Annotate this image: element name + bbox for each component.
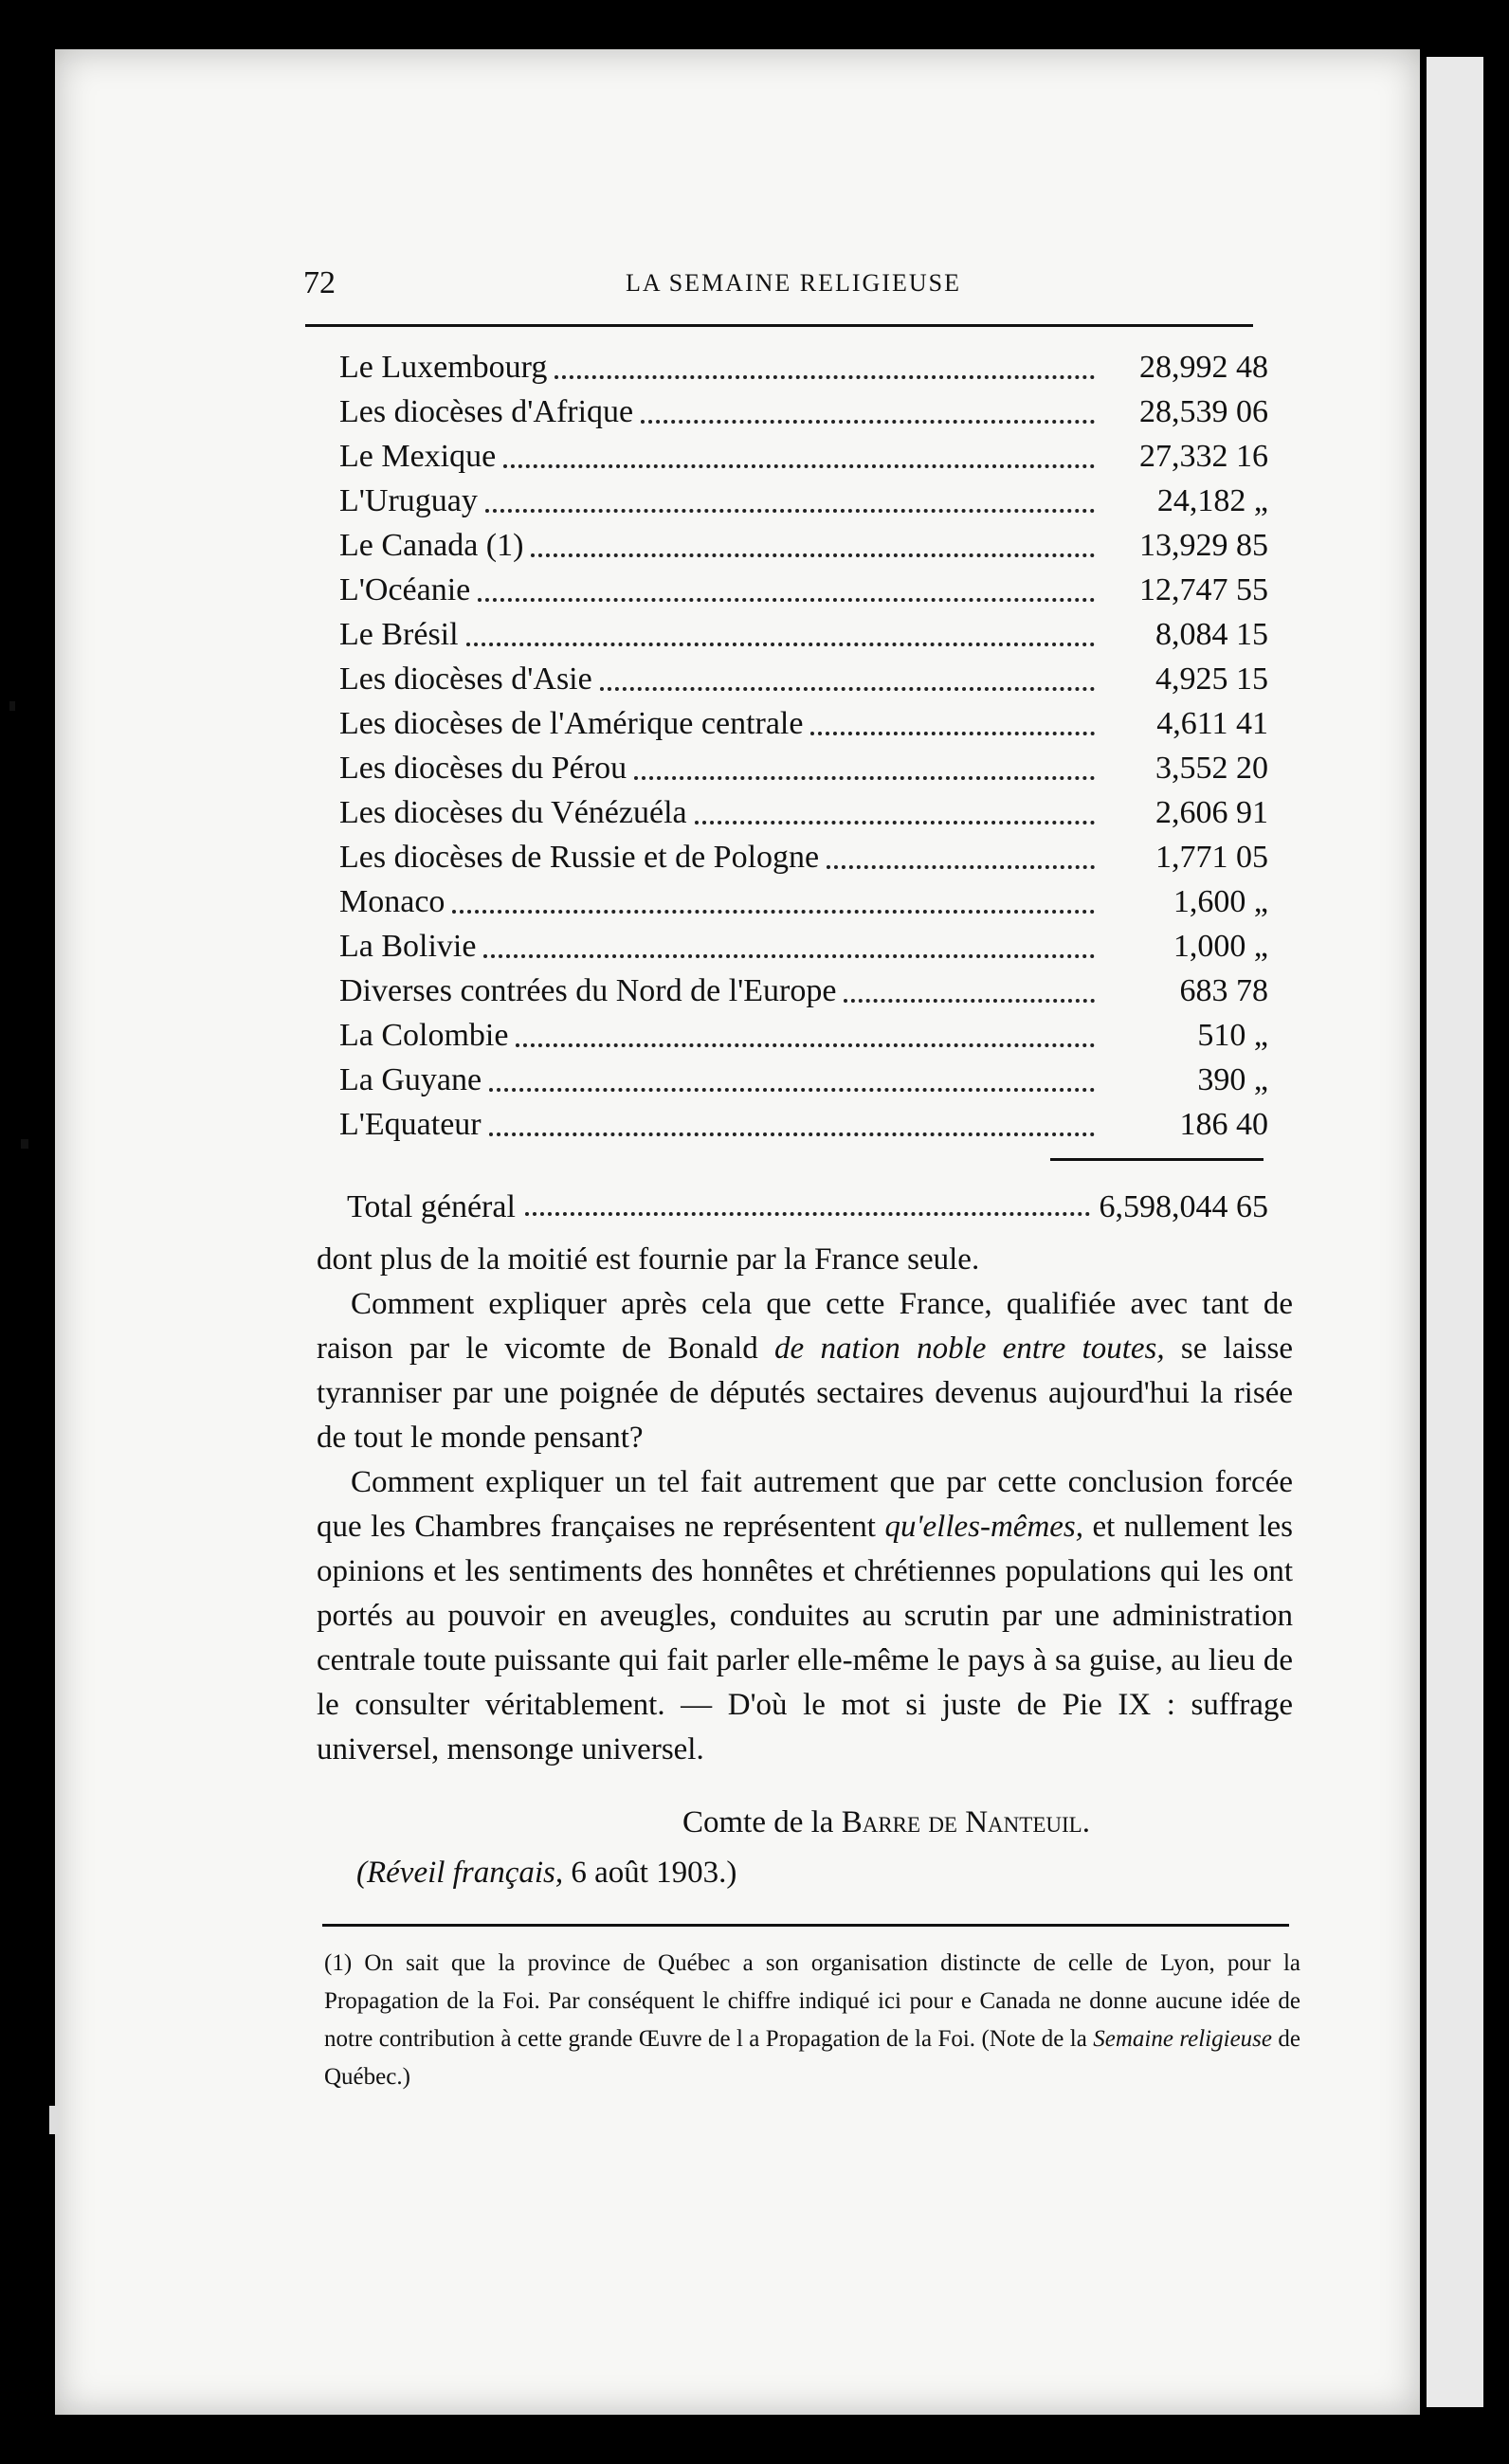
- leader-dots: [525, 1203, 1090, 1216]
- paragraph-text: Comment expliquer un tel fait autrement que par cette conclusion forcée que les Chambres françaises ne représentent: [317, 1465, 1293, 1544]
- row-amount: 1,000 „: [1173, 929, 1268, 964]
- row-name: Les diocèses d'Asie: [339, 661, 592, 697]
- row-name: Le Luxembourg: [339, 350, 548, 385]
- row-name: Monaco: [339, 884, 445, 919]
- contributions-table: [339, 341, 1268, 1143]
- italic-text: de nation noble entre toutes,: [774, 1332, 1165, 1366]
- sum-rule: [1050, 1158, 1264, 1161]
- row-name: Les diocèses du Pérou: [339, 751, 627, 786]
- signature-name: Barre de Nanteuil.: [841, 1805, 1090, 1839]
- row-name: La Guyane: [339, 1062, 482, 1097]
- scan-speck: [21, 1139, 28, 1149]
- row-name: Diverses contrées du Nord de l'Europe: [339, 973, 837, 1008]
- row-amount: 510 „: [1197, 1018, 1268, 1053]
- paragraph-text: et nullement les opinions et les sentiments des honnêtes et chrétiennes populations qui les ont portés au pouvoir en aveugles, conduites au scrutin par une administration centrale toute puissante qui fait parler elle-même le pays à sa guise, au lieu de le consulter véritablement. — D'où le mot si juste de Pie IX : suffrage universel, mensonge universel.: [317, 1510, 1293, 1766]
- row-amount: 27,332 16: [1139, 439, 1268, 474]
- leader-dots: [634, 767, 1095, 780]
- leader-dots: [489, 1078, 1095, 1092]
- table-row: [339, 965, 1268, 1009]
- source-citation: [356, 1856, 736, 1891]
- leader-dots: [641, 410, 1095, 424]
- total-label: Total général: [347, 1189, 516, 1224]
- source-publication: Réveil français,: [367, 1856, 564, 1890]
- row-amount: 186 40: [1179, 1107, 1268, 1142]
- leader-dots: [478, 589, 1095, 602]
- row-name: La Bolivie: [339, 929, 477, 964]
- paragraph-text: se laisse tyranniser par une poignée de députés sectaires devenus aujourd'hui la risée de tout le monde pensant?: [317, 1332, 1293, 1455]
- row-name: L'Océanie: [339, 572, 471, 607]
- row-amount: 12,747 55: [1139, 572, 1268, 607]
- paragraph: [317, 1282, 1293, 1460]
- row-name: Les diocèses du Vénézuéla: [339, 795, 687, 830]
- row-name: La Colombie: [339, 1018, 509, 1053]
- scan-speck: [49, 2106, 59, 2134]
- page-number: 72: [303, 265, 336, 300]
- footnote-rule: [322, 1924, 1289, 1927]
- leader-dots: [695, 811, 1095, 824]
- row-amount: 1,771 05: [1155, 840, 1268, 875]
- header-rule: [305, 324, 1253, 327]
- row-name: Le Brésil: [339, 617, 459, 652]
- table-row: [339, 608, 1268, 653]
- leader-dots: [452, 900, 1095, 914]
- row-amount: 2,606 91: [1155, 795, 1268, 830]
- row-amount: 683 78: [1179, 973, 1268, 1008]
- italic-text: qu'elles-mêmes,: [884, 1510, 1084, 1544]
- leader-dots: [503, 455, 1095, 468]
- table-row: [339, 831, 1268, 876]
- total-amount: 6,598,044 65: [1099, 1189, 1268, 1224]
- row-amount: 24,182 „: [1156, 483, 1268, 518]
- table-row: [339, 1054, 1268, 1098]
- row-amount: 3,552 20: [1155, 751, 1268, 786]
- table-row: [339, 653, 1268, 698]
- signature-prefix: Comte de la: [682, 1805, 842, 1839]
- row-name: Les diocèses de Russie et de Pologne: [339, 840, 820, 875]
- leader-dots: [485, 499, 1095, 513]
- row-name: Le Canada (1): [339, 528, 524, 563]
- source-date: 6 août 1903.): [563, 1856, 737, 1890]
- paragraph: [317, 1460, 1293, 1772]
- row-name: Les diocèses d'Afrique: [339, 394, 634, 429]
- total-row: [347, 1189, 1268, 1225]
- row-amount: 13,929 85: [1139, 528, 1268, 563]
- paragraph: [317, 1238, 1293, 1282]
- table-row: [339, 876, 1268, 920]
- page-header: [303, 265, 1251, 303]
- table-row: [339, 430, 1268, 475]
- leader-dots: [489, 1123, 1095, 1136]
- row-name: Le Mexique: [339, 439, 497, 474]
- running-title: LA SEMAINE RELIGIEUSE: [626, 269, 961, 297]
- paragraph-text: Comment expliquer après cela que cette France, qualifiée avec tant de raison par le vicomte de Bonald: [317, 1287, 1293, 1366]
- row-amount: 28,539 06: [1139, 394, 1268, 429]
- paragraph-text: dont plus de la moitié est fournie par la France seule.: [317, 1242, 980, 1277]
- row-amount: 1,600 „: [1173, 884, 1268, 919]
- table-row: [339, 519, 1268, 564]
- footnote: [324, 1945, 1300, 2096]
- row-amount: 8,084 15: [1155, 617, 1268, 652]
- table-row: [339, 787, 1268, 831]
- leader-dots: [810, 722, 1095, 735]
- footnote-text: (1) On sait que la province de Québec a son organisation distincte de celle de Lyon, pour la Propagation de la Foi. Par conséquent le chiffre indiqué ici pour e Canada ne donne aucune idée de notre contribution à cette grande Œuvre de l a Propagation de la Foi. (Note de la: [324, 1950, 1300, 2052]
- leader-dots: [827, 856, 1095, 869]
- leader-dots: [483, 945, 1095, 958]
- leader-dots: [555, 366, 1095, 379]
- leader-dots: [600, 678, 1095, 691]
- footnote-text: de Québec.): [324, 2026, 1300, 2090]
- table-row: [339, 698, 1268, 742]
- signature: [682, 1805, 1090, 1840]
- table-row: [339, 1098, 1268, 1143]
- table-row: [339, 742, 1268, 787]
- footnote-italic: Semaine religieuse: [1093, 2026, 1272, 2052]
- row-amount: 28,992 48: [1139, 350, 1268, 385]
- leader-dots: [466, 633, 1095, 646]
- row-amount: 4,611 41: [1156, 706, 1268, 741]
- scan-speck: [9, 701, 15, 711]
- row-name: Les diocèses de l'Amérique centrale: [339, 706, 804, 741]
- leader-dots: [516, 1034, 1095, 1047]
- leader-dots: [531, 544, 1095, 557]
- table-row: [339, 386, 1268, 430]
- table-row: [339, 475, 1268, 519]
- table-row: [339, 341, 1268, 386]
- table-row: [339, 920, 1268, 965]
- source-paren: (: [356, 1856, 367, 1890]
- page-edge: [1427, 57, 1483, 2407]
- leader-dots: [844, 989, 1095, 1003]
- row-name: L'Uruguay: [339, 483, 478, 518]
- row-name: L'Equateur: [339, 1107, 482, 1142]
- table-row: [339, 1009, 1268, 1054]
- row-amount: 390 „: [1197, 1062, 1268, 1097]
- table-row: [339, 564, 1268, 608]
- row-amount: 4,925 15: [1155, 661, 1268, 697]
- article-body: [317, 1238, 1293, 1772]
